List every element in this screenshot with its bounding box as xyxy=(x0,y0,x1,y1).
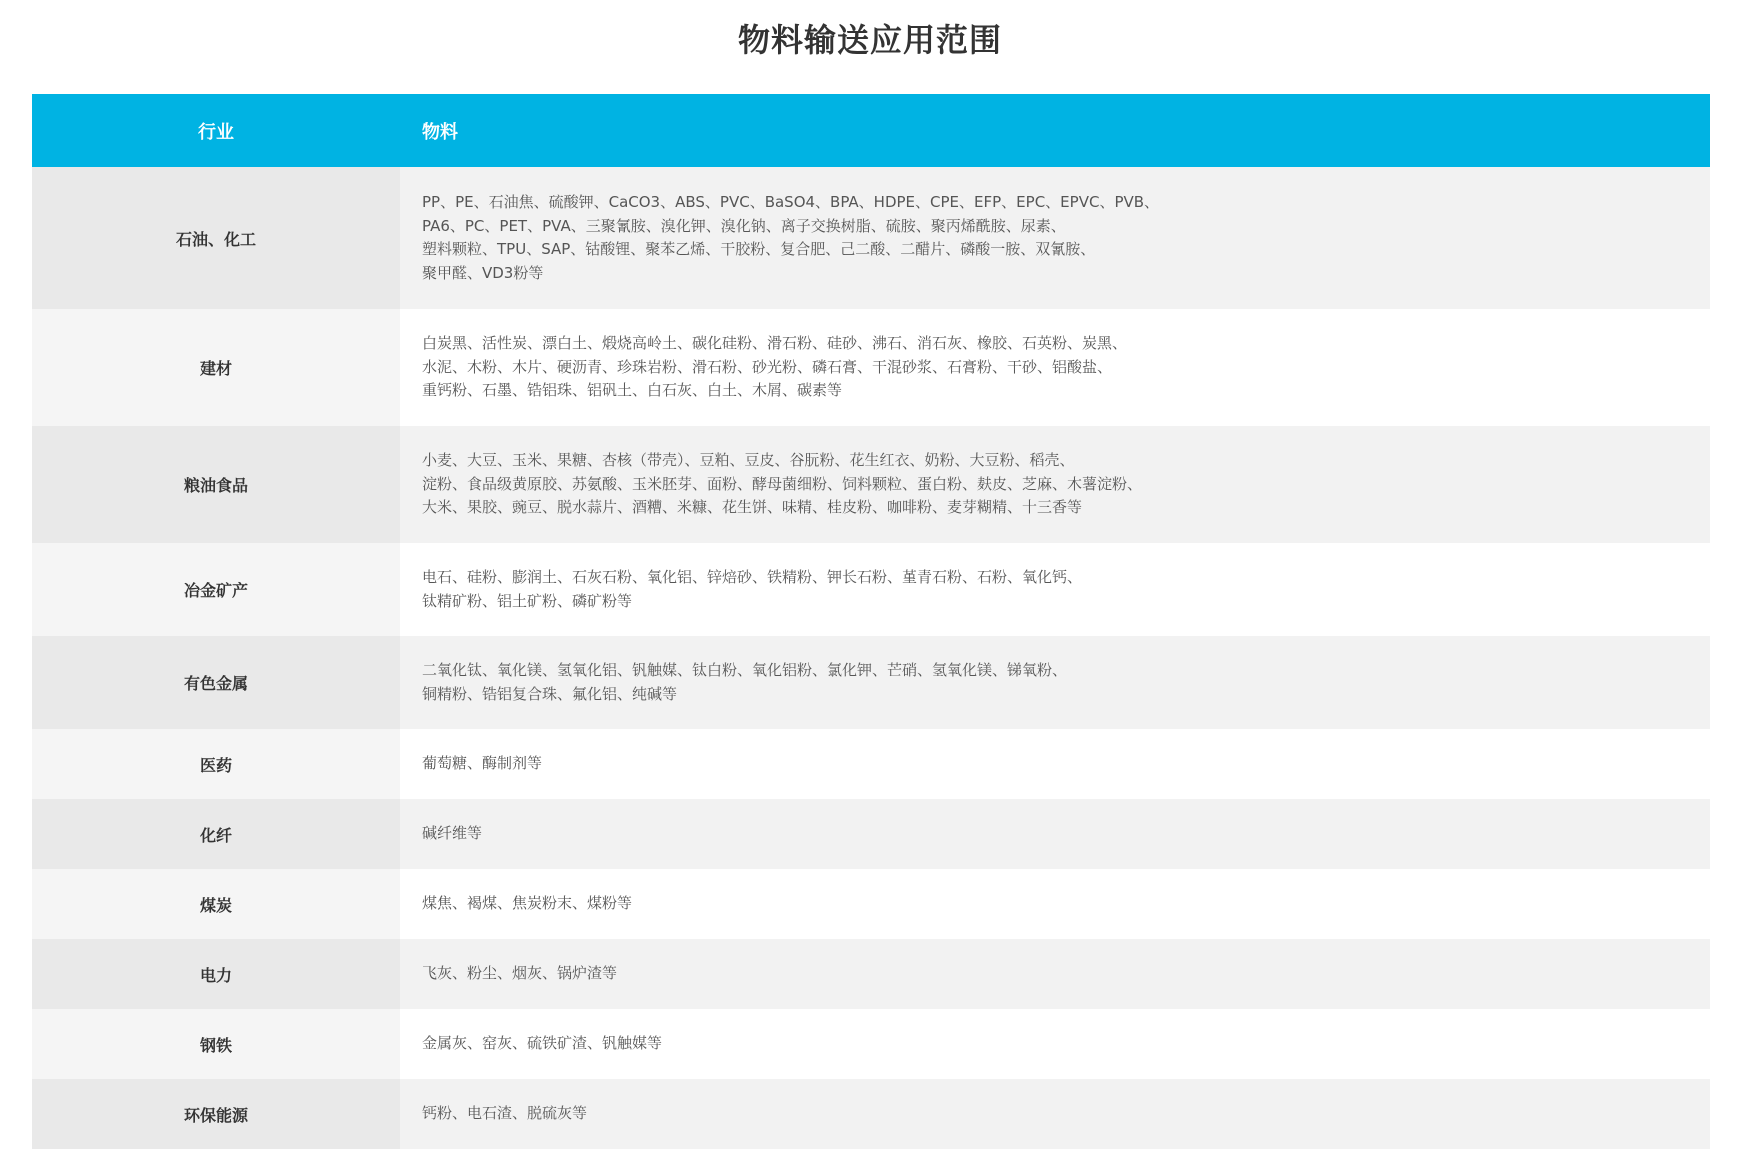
page-title: 物料输送应用范围 xyxy=(737,21,1002,59)
material-lines xyxy=(422,566,1182,613)
material-lines xyxy=(422,892,1182,916)
material-cell xyxy=(400,1079,1710,1149)
material-line: PA6、PC、PET、PVA、三聚氰胺、溴化钾、溴化钠、离子交换树脂、硫胺、聚丙烯酰胺、尿素、 xyxy=(422,216,1066,235)
table-row xyxy=(32,636,1710,729)
material-line: 淀粉、食品级黄原胶、苏氨酸、玉米胚芽、面粉、酵母菌细粉、饲料颗粒、蛋白粉、麸皮、芝麻、木薯淀粉、 xyxy=(422,474,1143,493)
industry-cell: 冶金矿产 xyxy=(32,543,400,636)
industry-cell: 环保能源 xyxy=(32,1079,400,1149)
material-cell xyxy=(400,939,1710,1009)
industry-cell: 煤炭 xyxy=(32,869,400,939)
material-line: 碱纤维等 xyxy=(422,824,483,843)
material-lines xyxy=(422,659,1182,706)
material-line: 聚甲醛、VD3粉等 xyxy=(422,263,544,282)
industry-cell: 化纤 xyxy=(32,799,400,869)
material-line: 电石、硅粉、膨润土、石灰石粉、氧化铝、锌焙砂、铁精粉、钾长石粉、堇青石粉、石粉、氧化钙、 xyxy=(422,568,1083,586)
table-row xyxy=(32,426,1710,543)
material-line: 重钙粉、石墨、锆铝珠、铝矾土、白石灰、白土、木屑、碳素等 xyxy=(422,381,843,400)
material-cell xyxy=(400,729,1710,799)
table-row xyxy=(32,543,1710,636)
material-line: 白炭黑、活性炭、漂白土、煅烧高岭土、碳化硅粉、滑石粉、硅砂、沸石、消石灰、橡胶、石英粉、炭黑、 xyxy=(422,334,1128,353)
table-row xyxy=(32,1079,1710,1149)
materials-table xyxy=(32,94,1710,1149)
table-row xyxy=(32,799,1710,869)
material-line: PP、PE、石油焦、硫酸钾、CaCO3、ABS、PVC、BaSO4、BPA、HDPE、CPE、EFP、EPC、EPVC、PVB、 xyxy=(422,193,1160,211)
header-industry: 行业 xyxy=(32,94,400,167)
material-cell xyxy=(400,799,1710,869)
material-lines xyxy=(422,822,1182,846)
table-row xyxy=(32,1009,1710,1079)
material-line: 葡萄糖、酶制剂等 xyxy=(422,754,543,773)
industry-cell: 粮油食品 xyxy=(32,426,400,543)
material-line: 金属灰、窑灰、硫铁矿渣、钒触媒等 xyxy=(422,1034,663,1053)
material-line: 二氧化钛、氧化镁、氢氧化铝、钒触媒、钛白粉、氧化铝粉、氯化钾、芒硝、氢氧化镁、锑氧粉、 xyxy=(422,661,1068,679)
material-lines xyxy=(422,191,1182,285)
material-lines xyxy=(422,1102,1182,1126)
industry-cell: 电力 xyxy=(32,939,400,1009)
material-line: 小麦、大豆、玉米、果糖、杏核（带壳）、豆粕、豆皮、谷朊粉、花生红衣、奶粉、大豆粉、稻壳、 xyxy=(422,451,1075,470)
material-lines xyxy=(422,1032,1182,1056)
material-line: 铜精粉、锆铝复合珠、氟化铝、纯碱等 xyxy=(422,684,678,703)
material-line: 飞灰、粉尘、烟灰、锅炉渣等 xyxy=(422,964,618,983)
table-row xyxy=(32,869,1710,939)
material-line: 水泥、木粉、木片、硬沥青、珍珠岩粉、滑石粉、砂光粉、磷石膏、干混砂浆、石膏粉、干砂、铝酸盐、 xyxy=(422,357,1113,376)
material-lines xyxy=(422,962,1182,986)
material-cell xyxy=(400,869,1710,939)
material-line: 钛精矿粉、铝土矿粉、磷矿粉等 xyxy=(422,591,633,610)
material-lines xyxy=(422,332,1182,403)
material-lines xyxy=(422,752,1182,776)
industry-cell: 建材 xyxy=(32,309,400,426)
material-line: 大米、果胶、豌豆、脱水蒜片、酒糟、米糠、花生饼、味精、桂皮粉、咖啡粉、麦芽糊精、十三香等 xyxy=(422,498,1083,517)
material-line: 钙粉、电石渣、脱硫灰等 xyxy=(422,1104,588,1123)
table-row xyxy=(32,309,1710,426)
material-cell xyxy=(400,167,1710,309)
industry-cell: 石油、化工 xyxy=(32,167,400,309)
table-row xyxy=(32,729,1710,799)
industry-cell: 钢铁 xyxy=(32,1009,400,1079)
table-row xyxy=(32,939,1710,1009)
table-body xyxy=(32,167,1710,1149)
material-cell xyxy=(400,309,1710,426)
material-cell xyxy=(400,636,1710,729)
material-line: 塑料颗粒、TPU、SAP、钴酸锂、聚苯乙烯、干胶粉、复合肥、己二酸、二醋片、磷酸一胺、双氰胺、 xyxy=(422,240,1096,258)
material-cell xyxy=(400,1009,1710,1079)
table-header-row xyxy=(32,94,1710,167)
material-cell xyxy=(400,426,1710,543)
industry-cell: 有色金属 xyxy=(32,636,400,729)
industry-cell: 医药 xyxy=(32,729,400,799)
header-material: 物料 xyxy=(400,94,1710,167)
table-row xyxy=(32,167,1710,309)
material-line: 煤焦、褐煤、焦炭粉末、煤粉等 xyxy=(422,894,633,913)
material-cell xyxy=(400,543,1710,636)
material-lines xyxy=(422,449,1182,520)
